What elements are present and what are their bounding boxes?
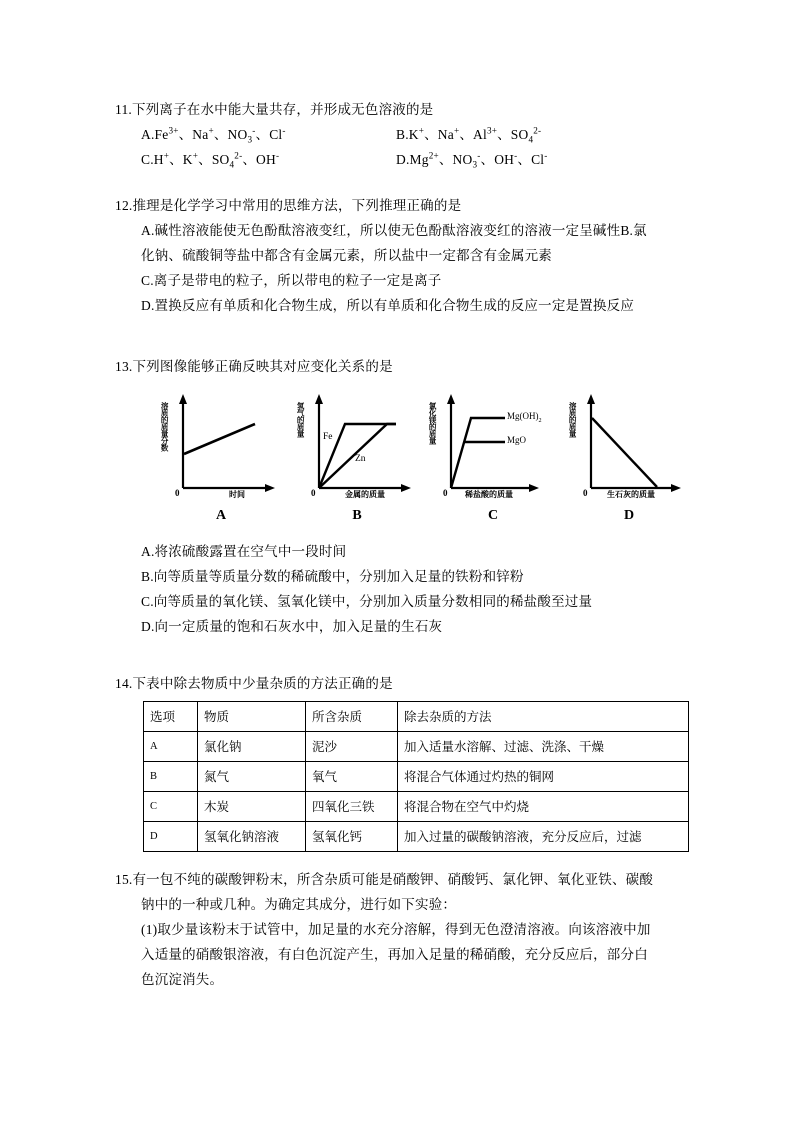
table-row-d-method: 加入过量的碳酸钠溶液，充分反应后，过滤 xyxy=(398,822,689,852)
table-row-d-impurity: 氢氧化钙 xyxy=(306,822,398,852)
figure-b-xlabel: 金属的质量 xyxy=(345,490,385,499)
question-12 xyxy=(115,194,647,319)
question-11-option-d: $D.Mg^{2+}$、$NO_3^-$、OH-、Cl- xyxy=(396,150,548,170)
question-13-stem: 13.下列图像能够正确反映其对应变化关系的是 xyxy=(115,359,393,374)
question-14-stem: 14.下表中除去物质中少量杂质的方法正确的是 xyxy=(115,676,393,691)
figure-a xyxy=(155,388,287,508)
table-row xyxy=(144,822,689,852)
figure-a-ylabel: 溶质的质量分数 xyxy=(160,402,170,451)
question-14 xyxy=(115,672,393,697)
question-15-part-1-line-3: 色沉淀消失。 xyxy=(141,971,224,987)
figure-c-xlabel: 稀盐酸的质量 xyxy=(465,490,513,499)
table-row xyxy=(144,732,689,762)
figure-b-origin: 0 xyxy=(311,488,316,498)
question-11 xyxy=(115,98,651,173)
figure-b-plot xyxy=(291,388,423,500)
figure-d xyxy=(563,388,695,508)
question-15-part-1-line-2: 入适量的硝酸银溶液，有白色沉淀产生，再加入足量的稀硝酸，充分反应后，部分白 xyxy=(141,946,648,962)
question-11-stem: 11.下列离子在水中能大量共存，并形成无色溶液的是 xyxy=(115,102,434,117)
table-row-d-option: D xyxy=(144,822,198,852)
question-11-option-b: B.K+、Na+、$Al^{3+}$、$SO_4^{2-}$ xyxy=(396,125,542,145)
question-11-options-row-1 xyxy=(115,123,651,148)
question-15-stem-line-1: 15.有一包不纯的碳酸钾粉末，所含杂质可能是硝酸钾、硝酸钙、氯化钾、氧化亚铁、碳酸 xyxy=(115,872,654,887)
table-row-b-impurity: 氧气 xyxy=(306,762,398,792)
table-row xyxy=(144,792,689,822)
figure-a-plot xyxy=(155,388,287,500)
figure-b-ylabel: 氢气的质量 xyxy=(296,402,306,437)
table-row-c-option: C xyxy=(144,792,198,822)
question-11-option-a: $A.Fe^{3+}$、Na+、$NO_3^-$、Cl- xyxy=(141,125,286,145)
figure-b-curve-zn: Zn xyxy=(355,454,366,464)
figure-c-ylabel: 氯化镁的质量 xyxy=(428,402,438,444)
table-header-method: 除去杂质的方法 xyxy=(398,702,689,732)
question-15 xyxy=(115,868,653,993)
figure-letter-a: A xyxy=(215,508,227,523)
question-11-option-c: C.H+、K+、$SO_4^{2-}$、OH- xyxy=(141,150,280,170)
question-15-stem-line-2: 钠中的一种或几种。为确定其成分，进行如下实验： xyxy=(141,896,457,912)
figure-d-xlabel: 生石灰的质量 xyxy=(607,490,655,499)
table-row-a-method: 加入适量水溶解、过滤、洗涤、干燥 xyxy=(398,732,689,762)
figure-c xyxy=(427,388,559,508)
figure-letters xyxy=(155,508,695,530)
table-row xyxy=(144,762,689,792)
figure-c-plot xyxy=(427,388,559,500)
question-13-option-a: A.将浓硫酸露置在空气中一段时间 xyxy=(141,544,347,559)
figure-b xyxy=(291,388,423,508)
figure-c-curve-mgo: MgO xyxy=(507,435,527,445)
table-row-b-method: 将混合气体通过灼热的铜网 xyxy=(398,762,689,792)
question-13-figures xyxy=(155,388,695,508)
table-row-b-substance: 氮气 xyxy=(198,762,306,792)
table-row-a-option: A xyxy=(144,732,198,762)
table-row-a-impurity: 泥沙 xyxy=(306,732,398,762)
figure-letter-d: D xyxy=(623,508,635,523)
figure-letter-b: B xyxy=(352,508,362,523)
purification-table xyxy=(143,701,689,852)
table-row-b-option: B xyxy=(144,762,198,792)
question-12-option-b-cont: 化钠、硫酸铜等盐中都含有金属元素，所以盐中一定都含有金属元素 xyxy=(141,247,552,263)
table-header-substance: 物质 xyxy=(198,702,306,732)
figure-d-origin: 0 xyxy=(583,488,588,498)
table-row-c-substance: 木炭 xyxy=(198,792,306,822)
question-12-option-d: D.置换反应有单质和化合物生成，所以有单质和化合物生成的反应一定是置换反应 xyxy=(141,297,635,313)
figure-b-curve-fe: Fe xyxy=(323,432,333,442)
question-13-options xyxy=(115,540,592,640)
question-13-option-d: D.向一定质量的饱和石灰水中，加入足量的生石灰 xyxy=(141,618,443,634)
figure-c-curve-mg-oh-2: $Mg(OH)_2$ xyxy=(507,411,542,424)
question-12-option-c: C.离子是带电的粒子，所以带电的粒子一定是离子 xyxy=(141,272,442,288)
table-row-c-method: 将混合物在空气中灼烧 xyxy=(398,792,689,822)
question-13 xyxy=(115,355,393,380)
table-header-impurity: 所含杂质 xyxy=(306,702,398,732)
question-15-part-1-line-1: (1)取少量该粉末于试管中，加足量的水充分溶解，得到无色澄清溶液。向该溶液中加 xyxy=(141,921,651,937)
table-row-a-substance: 氯化钠 xyxy=(198,732,306,762)
figure-a-xlabel: 时间 xyxy=(229,490,245,499)
question-12-option-a: A.碱性溶液能使无色酚酞溶液变红，所以使无色酚酞溶液变红的溶液一定呈碱性B.氯 xyxy=(141,222,647,238)
question-13-option-c: C.向等质量的氧化镁、氢氧化镁中，分别加入质量分数相同的稀盐酸至过量 xyxy=(141,593,593,609)
figure-letter-c: C xyxy=(487,508,499,523)
figure-c-origin: 0 xyxy=(443,488,448,498)
question-13-option-b: B.向等质量等质量分数的稀硫酸中，分别加入足量的铁粉和锌粉 xyxy=(141,568,524,584)
table-header-row xyxy=(144,702,689,732)
figure-d-plot xyxy=(563,388,695,500)
figure-a-origin: 0 xyxy=(175,488,180,498)
figure-d-ylabel: 溶质的质量 xyxy=(568,402,578,437)
question-12-stem: 12.推理是化学学习中常用的思维方法，下列推理正确的是 xyxy=(115,198,462,213)
table-row-d-substance: 氢氧化钠溶液 xyxy=(198,822,306,852)
table-header-option: 选项 xyxy=(144,702,198,732)
question-11-options-row-2 xyxy=(115,148,651,173)
table-row-c-impurity: 四氧化三铁 xyxy=(306,792,398,822)
